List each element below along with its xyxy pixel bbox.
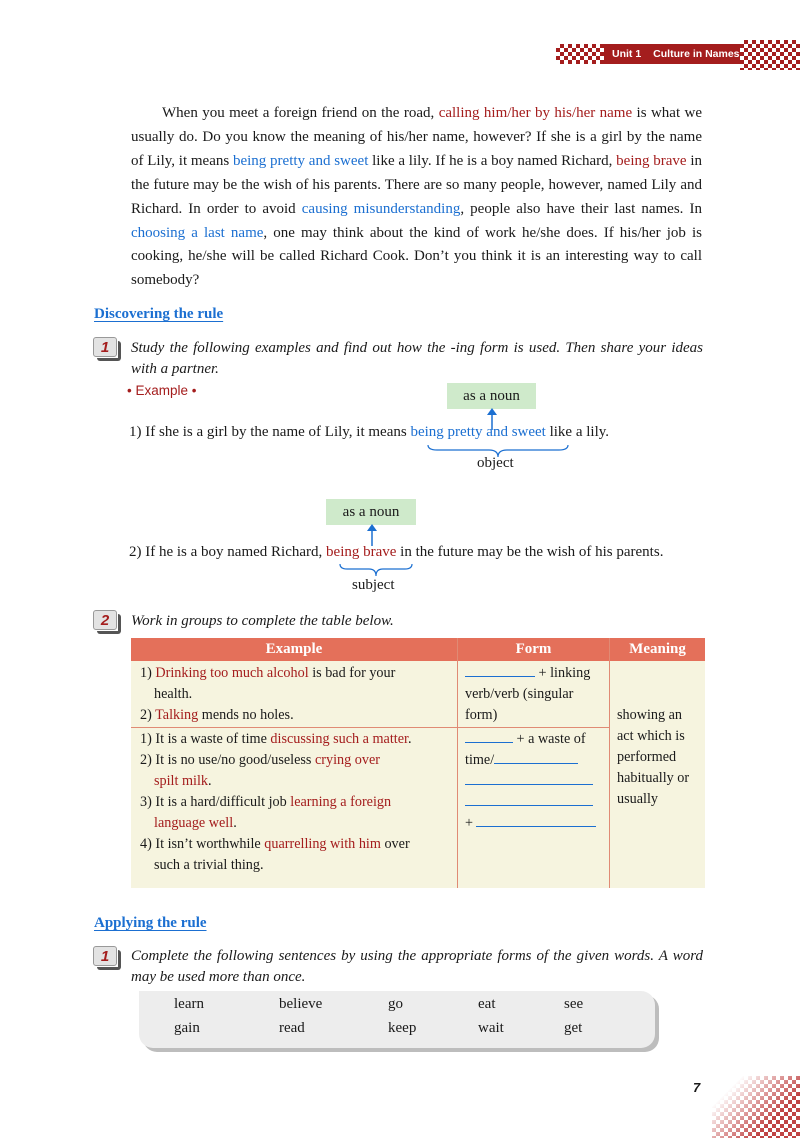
task2-instruction: Work in groups to complete the table below. (131, 613, 394, 629)
word-bank-item: get (564, 1020, 583, 1036)
noun-label-box: as a noun (326, 499, 416, 525)
passage-part: being brave (616, 152, 687, 169)
table-header-meaning: Meaning (610, 638, 705, 661)
word-bank-item: read (279, 1020, 305, 1036)
task-number-badge (93, 337, 121, 361)
example-label: • Example • (127, 383, 197, 398)
brace-icon (339, 563, 413, 577)
applying-heading: Applying the rule (94, 915, 207, 931)
page-number: 7 (693, 1080, 701, 1095)
answer-blank[interactable] (476, 813, 596, 827)
passage-part: , people also have their last names. In (460, 200, 702, 217)
table-header-form: Form (458, 638, 609, 661)
table-cell-form-1: + linking verb/verb (singular form) (465, 665, 591, 723)
header-pattern (556, 44, 604, 64)
answer-blank[interactable] (465, 729, 513, 743)
noun-label-box: as a noun (447, 383, 536, 409)
task-number-badge (93, 946, 121, 970)
reading-passage (131, 102, 702, 293)
answer-blank[interactable] (465, 771, 593, 785)
answer-blank[interactable] (494, 750, 578, 764)
task-number: 1 (93, 337, 117, 357)
header-pattern-right (740, 40, 800, 70)
unit-label: Unit 1 (612, 48, 642, 60)
task-number: 1 (93, 946, 117, 966)
passage-part: is what we usually do. Do you know the meaning of his/her name, however? If she is a girl by the name of Lily, it means (131, 105, 703, 169)
word-bank-item: see (564, 996, 584, 1012)
table-header-example: Example (131, 638, 457, 661)
table-cell-examples-2: 1) It is a waste of time discussing such a matter. 2) It is no use/no good/useless crying over spilt milk. 3) It is a hard/difficult job learning a foreign language well. 4) It isn’t worthwhile quarrelling with him over such a trivial thing. (140, 731, 412, 873)
word-bank-item: learn (174, 996, 204, 1012)
unit-header (604, 44, 740, 64)
word-bank (139, 991, 655, 1048)
passage-part: like a lily. If he is a boy named Richard, (368, 152, 617, 169)
passage-part: calling him/her by his/her name (438, 105, 633, 121)
table-cell-meaning: showing an act which is performed habitually or usually (617, 707, 690, 807)
task1-instruction: Study the following examples and find out how the -ing form is used. Then share your ideas with a partner. (131, 340, 703, 377)
passage-part: , one may think about the kind of work he/she does. If his/her job is cooking, he/she will be called Richard Cook. Don’t you think it is an interesting way to call somebody? (131, 224, 702, 289)
word-bank-item: wait (478, 1020, 504, 1036)
role-label: subject (352, 577, 395, 593)
unit-title: Culture in Names (653, 48, 740, 60)
table-cell-form-2: + a waste of time/ + (465, 729, 605, 834)
passage-part: being pretty and sweet (232, 152, 369, 169)
passage-part: in the future may be the wish of his parents. There are so many people, however, named Lily and Richard. In order to avoid (131, 152, 703, 217)
answer-blank[interactable] (465, 792, 593, 806)
role-label: object (477, 455, 514, 471)
ing-form-table (131, 638, 705, 888)
table-cell-examples-1: 1) Drinking too much alcohol is bad for your health. 2) Talking mends no holes. (140, 665, 396, 723)
word-bank-item: gain (174, 1020, 200, 1036)
passage-part: When you meet a foreign friend on the road, (162, 105, 439, 121)
passage-part: choosing a last name (131, 224, 264, 241)
task-number: 2 (93, 610, 117, 630)
word-bank-item: keep (388, 1020, 417, 1036)
example-sentence-2: 2) If he is a boy named Richard, being brave in the future may be the wish of his parents. (129, 544, 664, 560)
passage-part: causing misunderstanding (301, 200, 461, 217)
task-number-badge (93, 610, 121, 634)
discovering-heading: Discovering the rule (94, 306, 224, 322)
corner-pattern (712, 1076, 800, 1138)
answer-blank[interactable] (465, 663, 535, 677)
word-bank-item: believe (279, 996, 323, 1012)
word-bank-item: eat (478, 996, 496, 1012)
arrow-up-icon (366, 524, 378, 546)
applying-instruction: Complete the following sentences by using the appropriate forms of the given words. A word may be used more than once. (131, 948, 703, 985)
word-bank-item: go (388, 996, 403, 1012)
example-sentence-1: 1) If she is a girl by the name of Lily, it means being pretty and sweet like a lily. (129, 424, 610, 440)
